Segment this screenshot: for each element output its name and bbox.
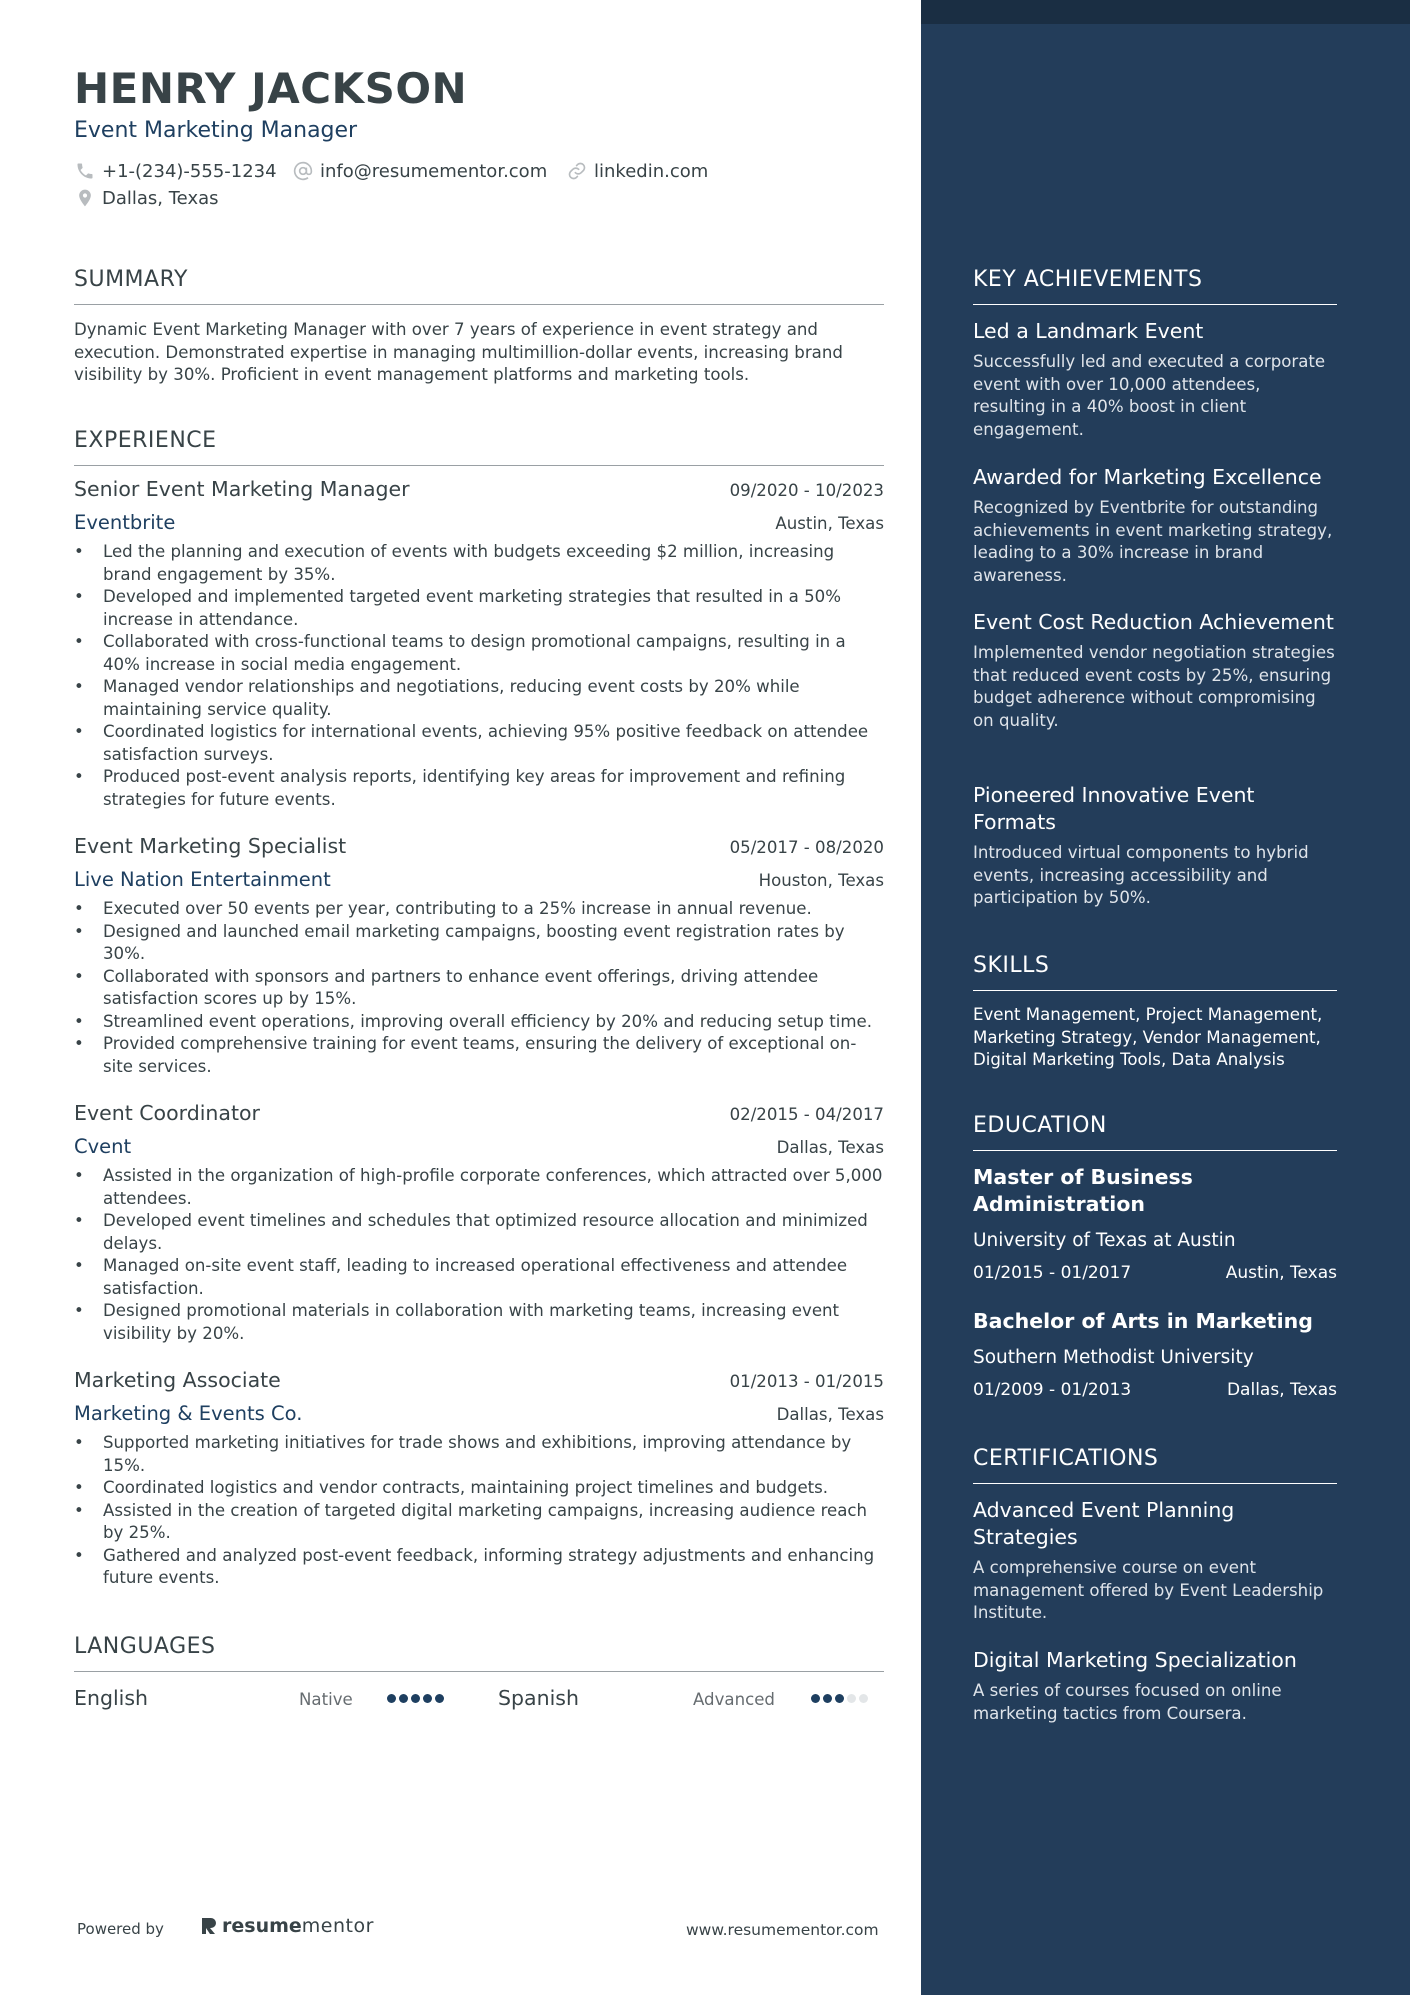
education-degree: Master of Business Administration bbox=[973, 1165, 1193, 1216]
rating-dot-filled bbox=[387, 1694, 396, 1703]
certification-item bbox=[973, 1647, 1337, 1725]
rating-dot-filled bbox=[435, 1694, 444, 1703]
skills-text: Event Management, Project Management, Marketing Strategy, Vendor Management, Digital Marketing Tools, Data Analysis bbox=[973, 1005, 1323, 1069]
phone-text: +1-(234)-555-1234 bbox=[102, 160, 277, 182]
job-location: Austin, Texas bbox=[775, 514, 884, 533]
language-rating bbox=[811, 1694, 868, 1703]
education-location: Dallas, Texas bbox=[1226, 1380, 1337, 1400]
job-title: Senior Event Marketing Manager bbox=[74, 477, 410, 501]
key-achievements-heading: KEY ACHIEVEMENTS bbox=[973, 267, 1337, 305]
language-name: Spanish bbox=[498, 1686, 579, 1710]
job-company: Marketing & Events Co. bbox=[74, 1402, 303, 1425]
job-location: Dallas, Texas bbox=[776, 1405, 884, 1424]
achievement-item bbox=[973, 782, 1337, 910]
job-entry bbox=[74, 1101, 884, 1345]
job-company: Live Nation Entertainment bbox=[74, 868, 331, 891]
certification-title: Advanced Event Planning Strategies bbox=[973, 1498, 1235, 1549]
job-location: Dallas, Texas bbox=[776, 1138, 884, 1157]
sidebar-top-band bbox=[921, 0, 1410, 24]
summary-text: Dynamic Event Marketing Manager with over 7 years of experience in event strategy and execution. Demonstrated expertise in managing multimillion-dollar events, increasing brand visibility by 30%. Proficient in event management platforms and marketing tools. bbox=[74, 320, 843, 384]
brand-logo[interactable] bbox=[200, 1915, 374, 1937]
phone-contact bbox=[74, 160, 277, 182]
linkedin-contact[interactable] bbox=[566, 160, 708, 182]
rating-dot-filled bbox=[835, 1694, 844, 1703]
linkedin-text[interactable]: linkedin.com bbox=[594, 160, 709, 182]
job-dates: 09/2020 - 10/2023 bbox=[729, 481, 884, 500]
language-level: Advanced bbox=[693, 1690, 775, 1709]
languages-heading: LANGUAGES bbox=[74, 1634, 884, 1672]
job-bullets bbox=[74, 898, 884, 1078]
job-bullet: • Designed promotional materials in collaboration with marketing teams, increasing event visibility by 20%. bbox=[74, 1300, 884, 1345]
achievement-title: Led a Landmark Event bbox=[973, 319, 1204, 343]
location-contact bbox=[74, 187, 219, 209]
certifications-heading: CERTIFICATIONS bbox=[973, 1446, 1337, 1484]
job-bullet: • Produced post-event analysis reports, identifying key areas for improvement and refining strategies for future events. bbox=[74, 766, 884, 811]
job-title: Marketing Associate bbox=[74, 1368, 281, 1392]
achievement-desc: Implemented vendor negotiation strategies that reduced event costs by 25%, ensuring budget adherence without compromising on quality. bbox=[973, 643, 1335, 730]
powered-by-label: Powered by bbox=[77, 1920, 164, 1938]
job-bullet: • Executed over 50 events per year, contributing to a 25% increase in annual revenue. bbox=[74, 898, 884, 921]
education-dates: 01/2015 - 01/2017 bbox=[973, 1263, 1132, 1283]
candidate-name: HENRY JACKSON bbox=[74, 64, 468, 113]
job-entry bbox=[74, 1368, 884, 1590]
website-link[interactable]: www.resumementor.com bbox=[686, 1921, 879, 1939]
job-title: Event Marketing Specialist bbox=[74, 834, 347, 858]
job-location: Houston, Texas bbox=[758, 871, 884, 890]
achievement-desc: Recognized by Eventbrite for outstanding achievements in event marketing strategy, leading to a 30% increase in brand awareness. bbox=[973, 498, 1333, 585]
education-dates: 01/2009 - 01/2013 bbox=[973, 1380, 1132, 1400]
job-bullet: • Assisted in the creation of targeted digital marketing campaigns, increasing audience reach by 25%. bbox=[74, 1500, 884, 1545]
language-level: Native bbox=[299, 1690, 353, 1709]
job-title: Event Coordinator bbox=[74, 1101, 260, 1125]
language-rating bbox=[387, 1694, 444, 1703]
job-bullet: • Assisted in the organization of high-profile corporate conferences, which attracted over 5,000 attendees. bbox=[74, 1165, 884, 1210]
job-bullet: • Collaborated with sponsors and partners to enhance event offerings, driving attendee satisfaction scores up by 15%. bbox=[74, 966, 884, 1011]
job-bullet: • Coordinated logistics and vendor contracts, maintaining project timelines and budgets. bbox=[74, 1477, 884, 1500]
sidebar bbox=[921, 0, 1410, 1995]
job-bullet: • Managed on-site event staff, leading to increased operational effectiveness and attendee satisfaction. bbox=[74, 1255, 884, 1300]
language-name: English bbox=[74, 1686, 149, 1710]
achievement-title: Awarded for Marketing Excellence bbox=[973, 465, 1322, 489]
email-contact[interactable] bbox=[292, 160, 547, 182]
job-company: Eventbrite bbox=[74, 511, 176, 534]
certification-title: Digital Marketing Specialization bbox=[973, 1648, 1297, 1672]
job-bullets bbox=[74, 541, 884, 811]
location-text: Dallas, Texas bbox=[102, 187, 219, 209]
job-company: Cvent bbox=[74, 1135, 132, 1158]
rating-dot-empty bbox=[859, 1694, 868, 1703]
achievement-item bbox=[973, 609, 1337, 732]
job-dates: 02/2015 - 04/2017 bbox=[729, 1105, 884, 1124]
education-school: University of Texas at Austin bbox=[973, 1230, 1236, 1251]
brand-name-light: mentor bbox=[301, 1915, 374, 1937]
job-bullet: • Designed and launched email marketing campaigns, boosting event registration rates by 30%. bbox=[74, 921, 884, 966]
job-dates: 01/2013 - 01/2015 bbox=[729, 1372, 884, 1391]
certification-desc: A series of courses focused on online marketing tactics from Coursera. bbox=[973, 1681, 1282, 1723]
education-degree: Bachelor of Arts in Marketing bbox=[973, 1309, 1313, 1333]
job-entry bbox=[74, 477, 884, 811]
rating-dot-filled bbox=[399, 1694, 408, 1703]
education-location: Austin, Texas bbox=[1225, 1263, 1337, 1283]
job-bullet: • Supported marketing initiatives for trade shows and exhibitions, improving attendance by 15%. bbox=[74, 1432, 884, 1477]
achievement-title: Event Cost Reduction Achievement bbox=[973, 610, 1334, 634]
job-bullet: • Provided comprehensive training for event teams, ensuring the delivery of exceptional on-site services. bbox=[74, 1033, 884, 1078]
rating-dot-filled bbox=[423, 1694, 432, 1703]
job-bullet: • Coordinated logistics for international events, achieving 95% positive feedback on attendee satisfaction surveys. bbox=[74, 721, 884, 766]
summary-heading: SUMMARY bbox=[74, 267, 884, 305]
languages-list bbox=[74, 1686, 884, 1716]
education-school: Southern Methodist University bbox=[973, 1347, 1254, 1368]
job-bullet: • Collaborated with cross-functional teams to design promotional campaigns, resulting in a 40% increase in social media engagement. bbox=[74, 631, 884, 676]
rating-dot-filled bbox=[823, 1694, 832, 1703]
education-item bbox=[973, 1164, 1337, 1283]
job-bullet: • Developed event timelines and schedules that optimized resource allocation and minimized delays. bbox=[74, 1210, 884, 1255]
achievement-title: Pioneered Innovative Event Formats bbox=[973, 783, 1255, 834]
phone-icon bbox=[74, 160, 96, 182]
rating-dot-filled bbox=[411, 1694, 420, 1703]
at-sign-icon bbox=[292, 160, 314, 182]
education-item bbox=[973, 1308, 1337, 1400]
skills-heading: SKILLS bbox=[973, 953, 1337, 991]
email-text[interactable]: info@resumementor.com bbox=[320, 160, 548, 182]
job-bullet: • Developed and implemented targeted event marketing strategies that resulted in a 50% increase in attendance. bbox=[74, 586, 884, 631]
job-bullet: • Managed vendor relationships and negotiations, reducing event costs by 20% while maintaining service quality. bbox=[74, 676, 884, 721]
certification-desc: A comprehensive course on event management offered by Event Leadership Institute. bbox=[973, 1558, 1324, 1622]
education-heading: EDUCATION bbox=[973, 1113, 1337, 1151]
map-pin-icon bbox=[74, 187, 96, 209]
candidate-role: Event Marketing Manager bbox=[74, 118, 358, 143]
achievement-item bbox=[973, 464, 1337, 587]
brand-name-bold: resume bbox=[222, 1915, 302, 1937]
achievement-desc: Successfully led and executed a corporate event with over 10,000 attendees, resulting in a 40% boost in client engagement. bbox=[973, 352, 1326, 439]
achievement-item bbox=[973, 318, 1337, 441]
job-bullets bbox=[74, 1432, 884, 1590]
resume-logo-icon bbox=[200, 1916, 218, 1936]
certification-item bbox=[973, 1497, 1337, 1625]
job-bullets bbox=[74, 1165, 884, 1345]
link-icon bbox=[566, 160, 588, 182]
rating-dot-filled bbox=[811, 1694, 820, 1703]
rating-dot-empty bbox=[847, 1694, 856, 1703]
experience-heading: EXPERIENCE bbox=[74, 428, 884, 466]
job-bullet: • Led the planning and execution of events with budgets exceeding $2 million, increasing brand engagement by 35%. bbox=[74, 541, 884, 586]
job-dates: 05/2017 - 08/2020 bbox=[729, 838, 884, 857]
job-bullet: • Streamlined event operations, improving overall efficiency by 20% and reducing setup time. bbox=[74, 1011, 884, 1034]
job-entry bbox=[74, 834, 884, 1078]
achievement-desc: Introduced virtual components to hybrid events, increasing accessibility and participation by 50%. bbox=[973, 843, 1309, 907]
job-bullet: • Gathered and analyzed post-event feedback, informing strategy adjustments and enhancing future events. bbox=[74, 1545, 884, 1590]
